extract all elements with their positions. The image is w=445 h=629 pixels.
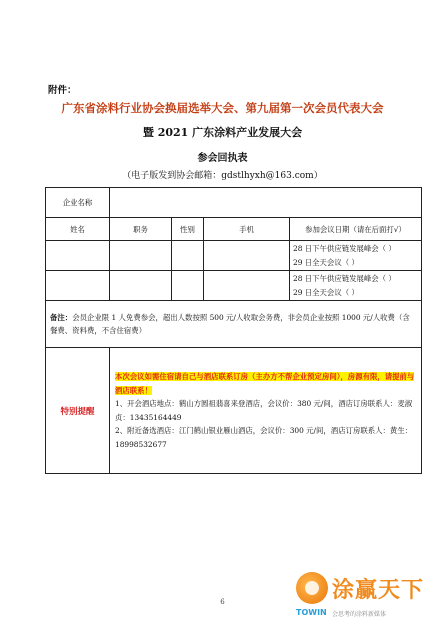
phone-field[interactable] (204, 241, 290, 271)
watermark-sub: 会思考的涂料新媒体 (332, 611, 387, 618)
note-cell (46, 301, 422, 348)
date-options-cell[interactable] (290, 241, 422, 271)
form-title: 参会回执表 (197, 153, 248, 164)
special-reminder-content (110, 348, 422, 474)
registration-table (45, 187, 422, 474)
submit-note: （电子版发到协会邮箱：gdstlhyxh@163.com） (122, 171, 323, 181)
note-text: 会员企业限 1 人免费参会，超出人数按照 500 元/人收取会务费，非会员企业按照 1000 元/人收费（含餐费、资料费，不含住宿费） (50, 313, 410, 335)
note-label: 备注： (50, 313, 73, 322)
special-highlight: 本次会议如需住宿请自己与酒店联系订房（主办方不帮企业预定房间），房源有限，请提前与酒店联系！ (115, 372, 415, 395)
header-date: 参加会议日期（请在后面打√） (290, 218, 422, 241)
position-field[interactable] (110, 271, 172, 301)
watermark-logo (286, 568, 436, 626)
attendee-row (46, 271, 422, 301)
header-phone: 手机 (204, 218, 290, 241)
date-options-cell[interactable] (290, 271, 422, 301)
name-field[interactable] (46, 241, 110, 271)
header-row (46, 218, 422, 241)
special-row (46, 348, 422, 474)
header-position: 职务 (110, 218, 172, 241)
company-name-field[interactable] (110, 188, 422, 218)
attendee-row (46, 241, 422, 271)
header-gender: 性别 (172, 218, 204, 241)
watermark-cn: 涂赢天下 (332, 578, 425, 603)
date-option-28[interactable]: 28 日下午供应链发展峰会（ ） (293, 243, 396, 253)
towin-logo-icon (296, 572, 328, 604)
company-row (46, 188, 422, 218)
phone-field[interactable] (204, 271, 290, 301)
hotel-item-2: 2、附近备选酒店：江门鹤山银业雁山酒店，会议价：300 元/间，酒店订房联系人：黄生：18998532677 (115, 426, 413, 449)
watermark-en: TOWIN (296, 608, 327, 617)
page-number: 6 (220, 598, 225, 606)
document-title: 广东省涂料行业协会换届选举大会、第九届第一次会员代表大会 (61, 101, 384, 115)
date-option-28[interactable]: 28 日下午供应链发展峰会（ ） (293, 273, 396, 283)
date-option-29[interactable]: 29 日全天会议（ ） (293, 257, 359, 267)
header-name: 姓名 (46, 218, 110, 241)
hotel-item-1: 1、开会酒店地点：鹤山方圆祖翡喜来登酒店，会议价：380 元/间，酒店订房联系人：麦淑贞：13435164449 (115, 399, 413, 422)
name-field[interactable] (46, 271, 110, 301)
gender-field[interactable] (172, 241, 204, 271)
company-name-label: 企业名称 (46, 188, 110, 218)
date-option-29[interactable]: 29 日全天会议（ ） (293, 287, 359, 297)
attachment-label: 附件： (48, 85, 77, 96)
special-reminder-label: 特别提醒 (46, 348, 110, 474)
gender-field[interactable] (172, 271, 204, 301)
position-field[interactable] (110, 241, 172, 271)
document-subtitle: 暨 2021 广东涂料产业发展大会 (142, 126, 303, 139)
note-row (46, 301, 422, 348)
